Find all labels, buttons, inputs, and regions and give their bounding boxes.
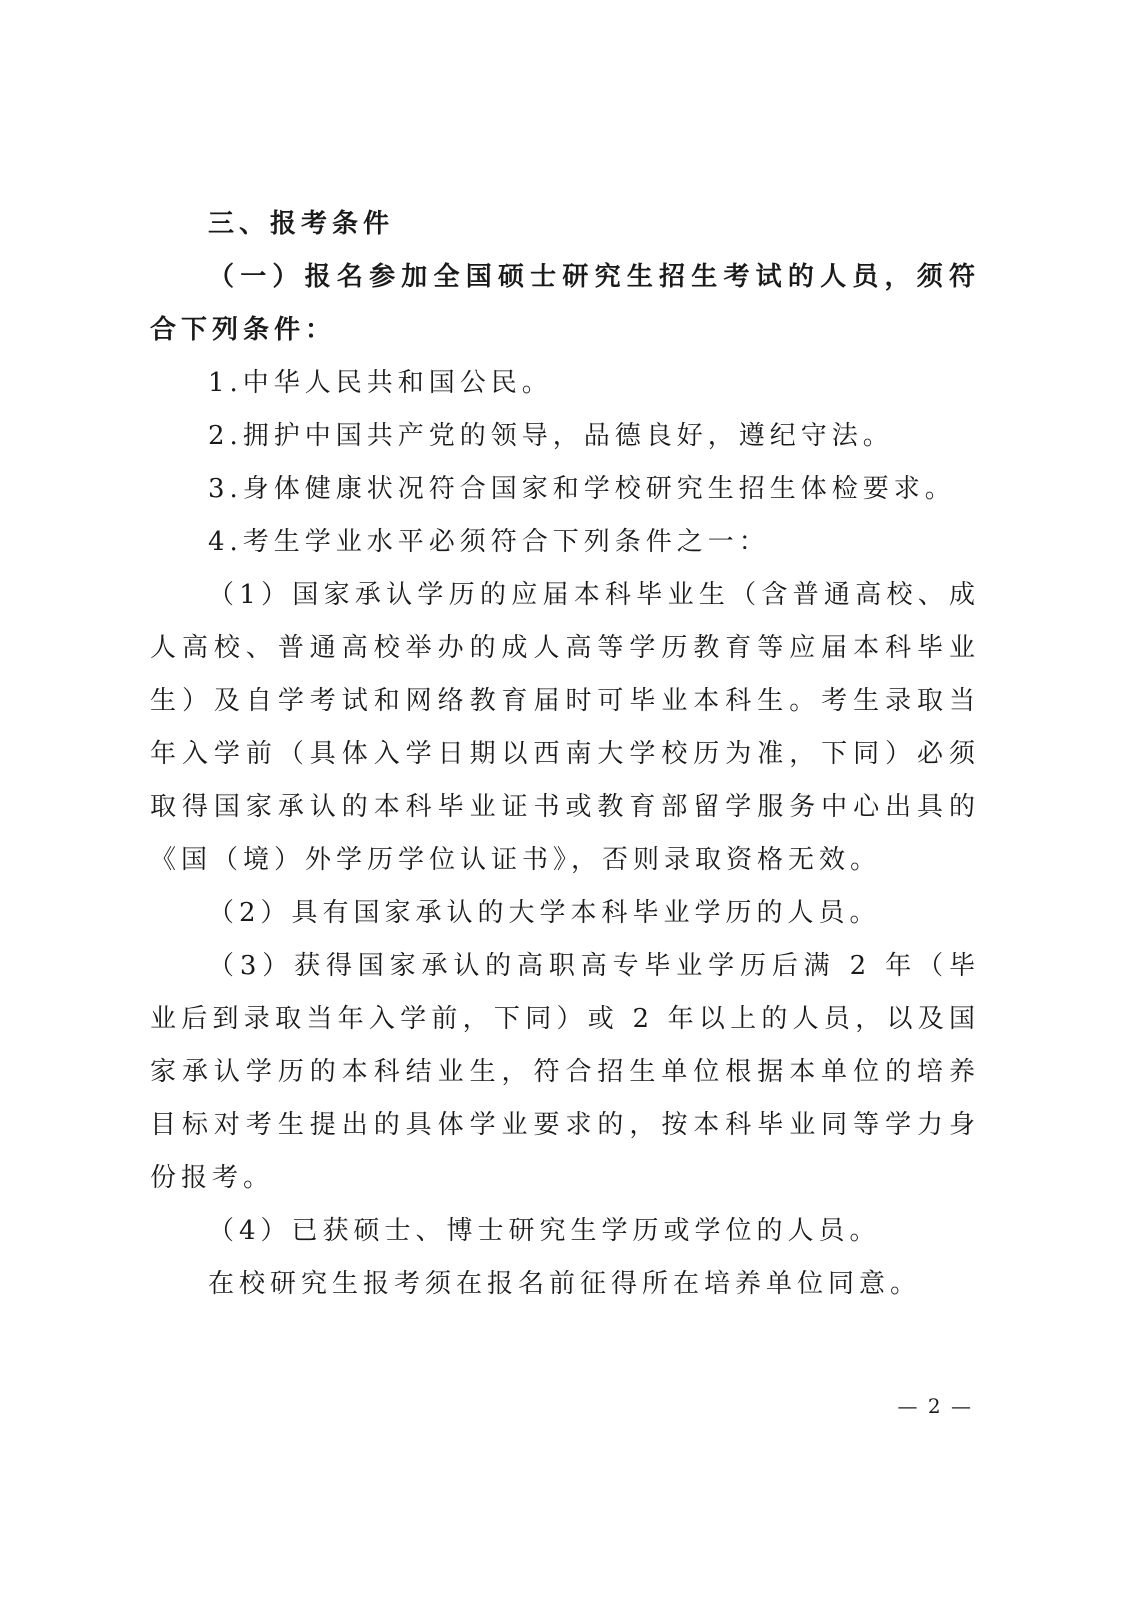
section-heading: 三、报考条件 xyxy=(208,209,395,239)
condition-item-1: 1.中华人民共和国公民。 xyxy=(208,368,553,398)
enrolled-student-note: 在校研究生报考须在报名前征得所在培养单位同意。 xyxy=(208,1269,922,1299)
section-subheading: （一）报名参加全国硕士研究生招生考试的人员，须符合下列条件： xyxy=(150,262,980,345)
academic-condition-2: （2）具有国家承认的大学本科毕业学历的人员。 xyxy=(208,898,881,928)
page-number: — 2 — xyxy=(897,1394,973,1418)
academic-condition-3: （3）获得国家承认的高职高专毕业学历后满 2 年（毕业后到录取当年入学前，下同）或 2 年以上的人员，以及国家承认学历的本科结业生，符合招生单位根据本单位的培养目标对考生提出的具体学业要求的，按本科毕业同等学力身份报考。 xyxy=(150,951,980,1193)
academic-condition-4: （4）已获硕士、博士研究生学历或学位的人员。 xyxy=(208,1216,881,1246)
condition-item-2: 2.拥护中国共产党的领导，品德良好，遵纪守法。 xyxy=(208,421,894,451)
condition-item-4: 4.考生学业水平必须符合下列条件之一： xyxy=(208,527,770,557)
condition-item-3: 3.身体健康状况符合国家和学校研究生招生体检要求。 xyxy=(208,474,956,504)
document-body xyxy=(150,198,980,1311)
academic-condition-1: （1）国家承认学历的应届本科毕业生（含普通高校、成人高校、普通高校举办的成人高等学历教育等应届本科毕业生）及自学考试和网络教育届时可毕业本科生。考生录取当年入学前（具体入学日期以西南大学校历为准，下同）必须取得国家承认的本科毕业证书或教育部留学服务中心出具的《国（境）外学历学位认证书》，否则录取资格无效。 xyxy=(150,580,980,875)
